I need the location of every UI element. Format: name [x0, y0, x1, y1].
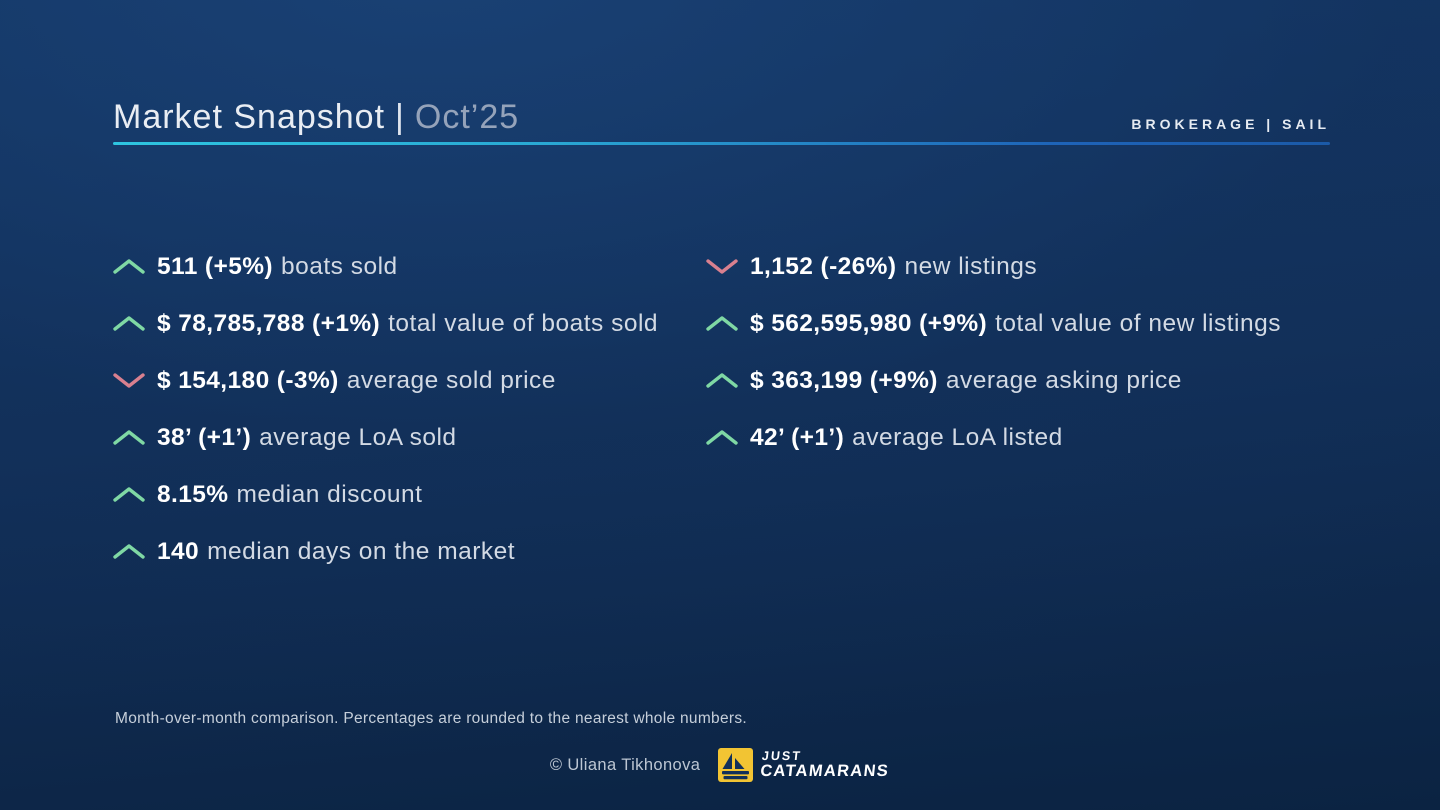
chevron-up-icon — [706, 429, 738, 446]
title-underline — [113, 142, 1330, 145]
chevron-down-icon — [706, 258, 738, 275]
stat-value: $ 562,595,980 (+9%) — [750, 309, 988, 337]
title-separator: | — [395, 98, 405, 136]
stat-value: 38’ (+1’) — [157, 423, 252, 451]
chevron-icon — [113, 543, 145, 560]
stat-row-new-listings — [706, 238, 1281, 295]
stat-row-average-asking-price — [706, 352, 1281, 409]
chevron-icon — [113, 315, 145, 332]
title-main: Market Snapshot — [113, 98, 386, 136]
chevron-up-icon — [706, 372, 738, 389]
chevron-up-icon — [113, 258, 145, 275]
chevron-up-icon — [113, 315, 145, 332]
just-catamarans-logo — [718, 748, 890, 782]
stat-value: 8.15% — [157, 480, 229, 508]
chevron-icon — [706, 429, 738, 446]
stat-value: $ 154,180 (-3%) — [157, 366, 339, 394]
chevron-down-icon — [113, 372, 145, 389]
chevron-icon — [706, 372, 738, 389]
stat-label: boats sold — [280, 252, 398, 280]
stat-label: total value of boats sold — [388, 309, 659, 337]
stat-label: average LoA sold — [259, 423, 457, 451]
stats-column-sold — [113, 238, 658, 580]
stat-row-median-days — [113, 523, 658, 580]
chevron-icon — [113, 429, 145, 446]
chevron-up-icon — [113, 486, 145, 503]
chevron-icon — [113, 372, 145, 389]
slide-header — [113, 98, 1330, 137]
stat-row-average-sold-price — [113, 352, 658, 409]
stat-row-total-value-listings — [706, 295, 1281, 352]
chevron-up-icon — [113, 429, 145, 446]
logo-line2: CATAMARANS — [759, 761, 891, 780]
stat-row-median-discount — [113, 466, 658, 523]
stat-row-average-loa-listed — [706, 409, 1281, 466]
stat-value: $ 363,199 (+9%) — [750, 366, 938, 394]
credit-row — [0, 748, 1440, 782]
title-period: Oct’25 — [414, 98, 520, 136]
stat-value: $ 78,785,788 (+1%) — [157, 309, 381, 337]
stat-label: average asking price — [945, 366, 1182, 394]
stat-label: average sold price — [346, 366, 556, 394]
stat-row-average-loa-sold — [113, 409, 658, 466]
stat-label: total value of new listings — [995, 309, 1281, 337]
chevron-icon — [706, 315, 738, 332]
category-tag: BROKERAGE | SAIL — [1131, 116, 1330, 132]
stat-label: new listings — [904, 252, 1038, 280]
footnote: Month-over-month comparison. Percentages are rounded to the nearest whole numbers. — [115, 710, 748, 727]
chevron-icon — [706, 258, 738, 275]
stat-value: 511 (+5%) — [157, 252, 273, 280]
stat-label: average LoA listed — [852, 423, 1063, 451]
catamaran-icon — [718, 748, 753, 782]
stat-row-boats-sold — [113, 238, 658, 295]
stat-value: 140 — [157, 537, 200, 565]
stat-label: median discount — [236, 480, 423, 508]
copyright-credit: © Uliana Tikhonova — [549, 755, 701, 774]
stat-row-total-value-sold — [113, 295, 658, 352]
chevron-up-icon — [113, 543, 145, 560]
chevron-icon — [113, 258, 145, 275]
logo-wordmark — [760, 750, 892, 780]
chevron-up-icon — [706, 315, 738, 332]
stat-value: 42’ (+1’) — [750, 423, 845, 451]
stat-value: 1,152 (-26%) — [750, 252, 897, 280]
chevron-icon — [113, 486, 145, 503]
stat-label: median days on the market — [207, 537, 516, 565]
logo-line1: JUST — [761, 749, 803, 764]
stats-column-listings — [706, 238, 1281, 466]
